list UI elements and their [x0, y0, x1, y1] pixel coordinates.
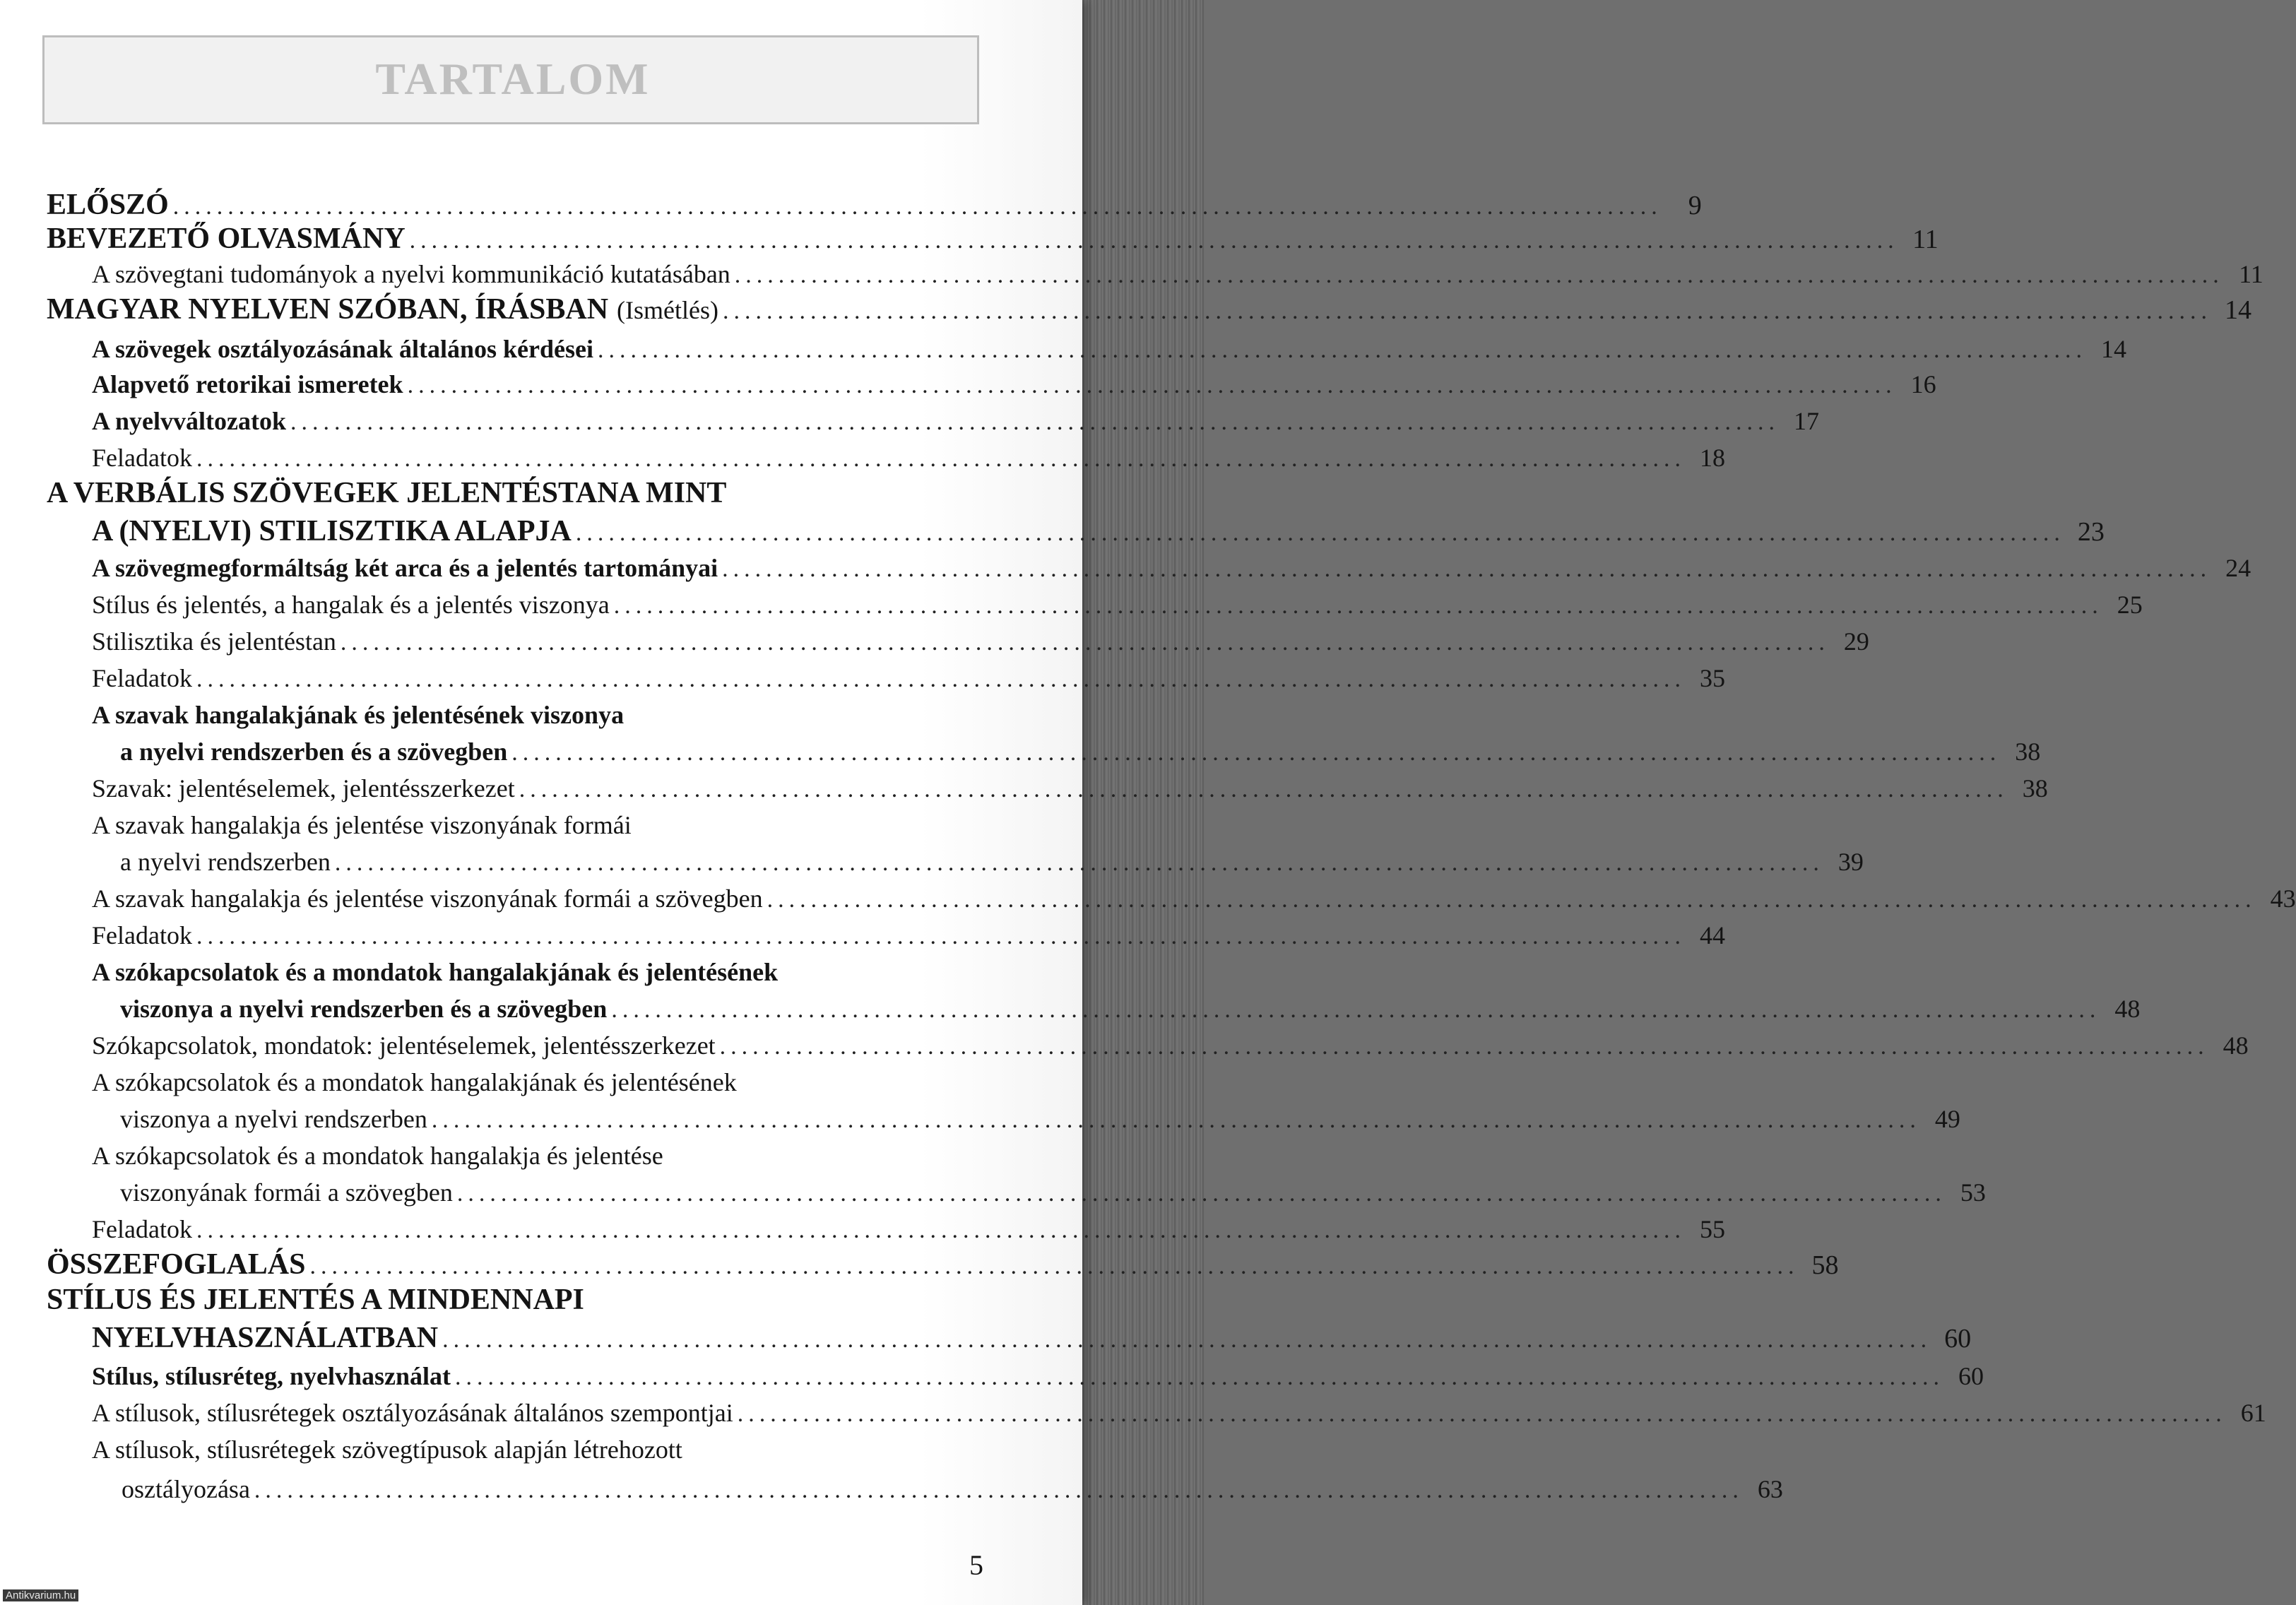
toc-entry-title: STÍLUS ÉS JELENTÉS A MINDENNAPI [47, 1284, 584, 1316]
toc-entry-title: A szövegek osztályozásának általános kérdései [92, 335, 593, 363]
toc-entry-title: MAGYAR NYELVEN SZÓBAN, ÍRÁSBAN [47, 293, 609, 326]
leader-dots: ........................................................................................................................................ [613, 593, 2103, 619]
toc-page-number: 24 [2225, 554, 2251, 582]
leader-dots: ........................................................................................................................................ [737, 1401, 2227, 1427]
toc-page-number: 14 [2225, 295, 2251, 325]
toc-entry-title-continued: viszonyának formái a szövegben [120, 1178, 453, 1207]
leader-dots: ........................................................................................................................................ [196, 446, 1686, 472]
toc-entry-title: Szókapcsolatok, mondatok: jelentéselemek, jelentésszerkezet [92, 1031, 716, 1060]
leader-dots: ........................................................................................................................................ [196, 666, 1686, 692]
toc-entry-title-continued: viszonya a nyelvi rendszerben [120, 1105, 427, 1133]
toc-entry-title: A VERBÁLIS SZÖVEGEK JELENTÉSTANA MINT [47, 477, 727, 509]
leader-dots: ........................................................................................................................................ [519, 776, 2008, 802]
toc-entry-title: BEVEZETŐ OLVASMÁNY [47, 223, 406, 255]
toc-page-number: 17 [1794, 407, 1819, 435]
leader-dots: ........................................................................................................................................ [767, 887, 2256, 913]
toc-entry-title: A szavak hangalakja és jelentése viszonyának formái a szövegben [92, 884, 763, 913]
toc-entry-title-continued: osztályozása [122, 1475, 250, 1503]
toc-entry-title: Stílus és jelentés, a hangalak és a jelentés viszonya [92, 591, 610, 619]
toc-entry-title: A szókapcsolatok és a mondatok hangalakjának és jelentésének [92, 1068, 737, 1096]
leader-dots: ........................................................................................................................................ [723, 298, 2212, 324]
leader-dots: ........................................................................................................................................ [431, 1107, 1921, 1133]
toc-page-number: 29 [1843, 627, 1869, 656]
toc-entry-title: ELŐSZÓ [47, 189, 169, 221]
toc-page-number: 53 [1960, 1178, 1986, 1207]
toc-entry-title: Feladatok [92, 921, 192, 949]
toc-entry-title: Feladatok [92, 1215, 192, 1243]
toc-page-number: 9 [1688, 191, 1702, 220]
toc-entry-title: A szövegmegformáltság két arca és a jelentés tartományai [92, 554, 718, 582]
toc-page-number: 61 [2240, 1399, 2266, 1427]
leader-dots: ........................................................................................................................................ [172, 194, 1662, 220]
toc-entry-title-continued: a nyelvi rendszerben és a szövegben [120, 738, 508, 766]
watermark-text: Antikvarium.hu [3, 1589, 78, 1601]
toc-entry-title: Feladatok [92, 664, 192, 692]
toc-page-number: 11 [2239, 260, 2264, 288]
toc-page-number: 14 [2100, 335, 2126, 363]
toc-entry-title: A stílusok, stílusrétegek osztályozásának általános szempontjai [92, 1399, 733, 1427]
leader-dots: ........................................................................................................................................ [442, 1327, 1932, 1353]
toc-page-number: 38 [2015, 738, 2041, 766]
toc-page-number: 58 [1811, 1250, 1839, 1280]
toc-entry-title-continued: NYELVHASZNÁLATBAN [92, 1322, 439, 1354]
page-title: TARTALOM [375, 54, 651, 104]
leader-dots: ........................................................................................................................................ [597, 337, 2087, 363]
leader-dots: ........................................................................................................................................ [407, 372, 1897, 398]
leader-dots: ........................................................................................................................................ [455, 1364, 1945, 1390]
leader-dots: ........................................................................................................................................ [196, 1217, 1686, 1243]
toc-page-number: 35 [1699, 664, 1725, 692]
toc-page-number: 60 [1958, 1362, 1984, 1390]
toc-entry-title: A szavak hangalakja és jelentése viszonyának formái [92, 811, 632, 839]
toc-page-number: 49 [1934, 1105, 1960, 1133]
toc-entry-title-continued: viszonya a nyelvi rendszerben és a szövegben [120, 995, 608, 1023]
toc-entry-title: Stilisztika és jelentéstan [92, 627, 336, 656]
leader-dots: ........................................................................................................................................ [340, 629, 1830, 656]
toc-page-number: 44 [1699, 921, 1725, 949]
toc-entry-title: Feladatok [92, 444, 192, 472]
leader-dots: ........................................................................................................................................ [456, 1180, 1946, 1207]
toc-entry-title: ÖSSZEFOGLALÁS [47, 1248, 306, 1281]
leader-dots: ........................................................................................................................................ [511, 740, 2001, 766]
leader-dots: ........................................................................................................................................ [719, 1034, 2209, 1060]
toc-page-number: 25 [2117, 591, 2143, 619]
leader-dots: ........................................................................................................................................ [722, 556, 2212, 582]
toc-page-number: 63 [1757, 1475, 1783, 1503]
leader-dots: ........................................................................................................................................ [196, 923, 1686, 949]
toc-entry-title: A nyelvváltozatok [92, 407, 286, 435]
toc-entry-title: A stílusok, stílusrétegek szövegtípusok alapján létrehozott [92, 1435, 682, 1464]
toc-page-number: 55 [1699, 1215, 1725, 1243]
toc-entry-title: Alapvető retorikai ismeretek [92, 370, 403, 398]
page-number: 5 [969, 1549, 983, 1581]
leader-dots: ........................................................................................................................................ [409, 227, 1899, 254]
leader-dots: ........................................................................................................................................ [254, 1477, 1744, 1503]
toc-entry-title-continued: a nyelvi rendszerben [120, 848, 331, 876]
toc-page-number: 48 [2114, 995, 2141, 1023]
leader-dots: ........................................................................................................................................ [334, 850, 1824, 876]
toc-entry-title: A szókapcsolatok és a mondatok hangalakja és jelentése [92, 1142, 663, 1170]
toc-page-number: 43 [2270, 884, 2296, 913]
leader-dots: ........................................................................................................................................ [290, 409, 1780, 435]
toc-page-number: 60 [1944, 1324, 1972, 1354]
toc-entry-title: A szókapcsolatok és a mondatok hangalakjának és jelentésének [92, 958, 779, 986]
leader-dots: ........................................................................................................................................ [309, 1253, 1799, 1279]
toc-page-number: 38 [2022, 774, 2048, 802]
toc-page-number: 18 [1699, 444, 1725, 472]
toc-entry-title: Szavak: jelentéselemek, jelentésszerkezet [92, 774, 515, 802]
toc-entry-title: A szavak hangalakjának és jelentésének viszonya [92, 701, 625, 729]
toc-entry-title: Stílus, stílusréteg, nyelvhasználat [92, 1362, 451, 1390]
leader-dots: ........................................................................................................................................ [734, 262, 2224, 288]
toc-entry-title: A szövegtani tudományok a nyelvi kommunikáció kutatásában [92, 260, 730, 288]
leader-dots: ........................................................................................................................................ [575, 520, 2065, 546]
toc-page-number: 39 [1838, 848, 1864, 876]
leader-dots: ........................................................................................................................................ [611, 997, 2101, 1023]
toc-entry-note: (Ismétlés) [617, 296, 718, 324]
toc-page-number: 23 [2077, 517, 2105, 547]
toc-page-number: 11 [1912, 225, 1939, 254]
toc-page-number: 48 [2223, 1031, 2249, 1060]
toc-entry-title-continued: A (NYELVI) STILISZTIKA ALAPJA [92, 515, 572, 547]
toc-page-number: 16 [1910, 370, 1936, 398]
